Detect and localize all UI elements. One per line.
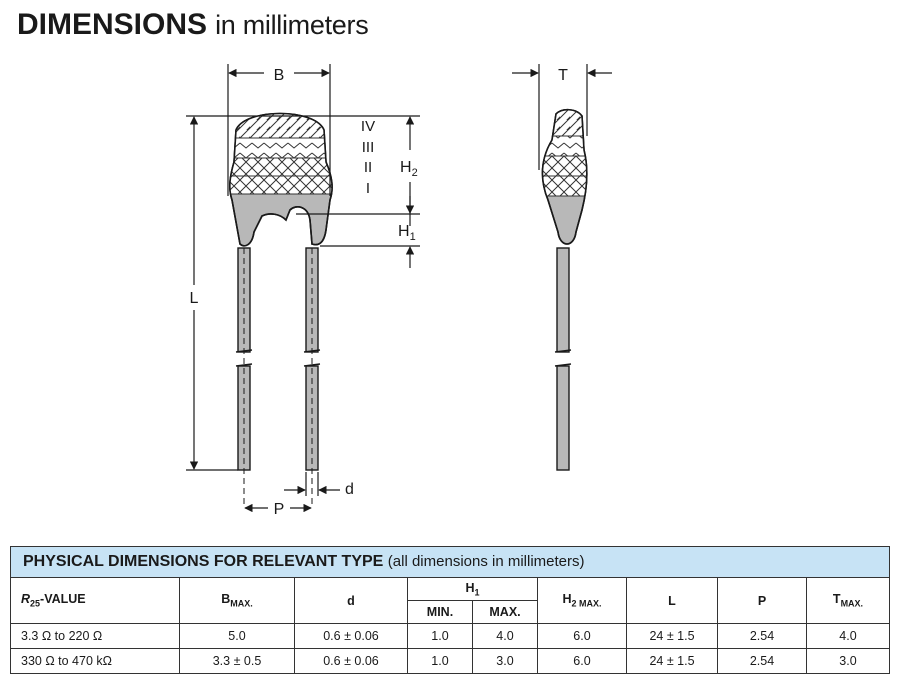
cell-h1-min: 1.0	[408, 624, 473, 649]
label-d: d	[345, 481, 354, 498]
cell-h1-min: 1.0	[408, 649, 473, 674]
label-layer-i: I	[365, 180, 371, 197]
cell-t: 4.0	[807, 624, 890, 649]
cell-l: 24 ± 1.5	[627, 624, 718, 649]
cell-p: 2.54	[718, 649, 807, 674]
header-r25: $R_{25}$-VALUE	[11, 578, 180, 624]
cell-h2: 6.0	[538, 624, 627, 649]
label-b: B	[273, 67, 285, 84]
header-h1-max: MAX.	[473, 601, 538, 624]
label-layer-iii: III	[361, 139, 375, 156]
label-h1: $H_1$	[398, 223, 416, 243]
label-l: L	[189, 290, 199, 307]
cell-d: 0.6 ± 0.06	[295, 624, 408, 649]
cell-h2: 6.0	[538, 649, 627, 674]
label-p: P	[273, 501, 285, 518]
label-layer-ii: II	[363, 159, 373, 176]
table-row	[11, 649, 890, 674]
caption-bold: PHYSICAL DIMENSIONS FOR RELEVANT TYPE	[23, 553, 384, 570]
label-h2: $H_2$	[400, 159, 418, 179]
table-caption	[11, 547, 890, 578]
cell-h1-max: 4.0	[473, 624, 538, 649]
thermistor-front-view	[226, 110, 336, 508]
label-t: T	[558, 67, 568, 84]
dimension-d	[284, 472, 354, 498]
caption-light: (all dimensions in millimeters)	[387, 553, 585, 570]
header-bmax: $B_{MAX.}$	[180, 578, 295, 624]
dimension-p	[245, 501, 311, 518]
thermistor-side-view	[536, 110, 592, 470]
title-light: in millimeters	[215, 10, 369, 40]
physical-dimensions-table	[10, 546, 890, 674]
header-h2max: $H_{2 MAX.}$	[538, 578, 627, 624]
label-layer-iv: IV	[360, 118, 376, 135]
header-tmax: $T_{MAX.}$	[807, 578, 890, 624]
header-p: P	[718, 578, 807, 624]
header-d: d	[295, 578, 408, 624]
cell-p: 2.54	[718, 624, 807, 649]
header-h1: $H_1$	[408, 578, 538, 601]
cell-b: 5.0	[180, 624, 295, 649]
cell-r25: 3.3 Ω to 220 Ω	[11, 624, 180, 649]
cell-h1-max: 3.0	[473, 649, 538, 674]
cell-b: 3.3 ± 0.5	[180, 649, 295, 674]
cell-d: 0.6 ± 0.06	[295, 649, 408, 674]
cell-r25: 330 Ω to 470 kΩ	[11, 649, 180, 674]
cell-l: 24 ± 1.5	[627, 649, 718, 674]
header-l: L	[627, 578, 718, 624]
layer-labels	[361, 118, 375, 197]
title-bold: DIMENSIONS	[17, 8, 208, 41]
table-row	[11, 624, 890, 649]
cell-t: 3.0	[807, 649, 890, 674]
header-h1-min: MIN.	[408, 601, 473, 624]
